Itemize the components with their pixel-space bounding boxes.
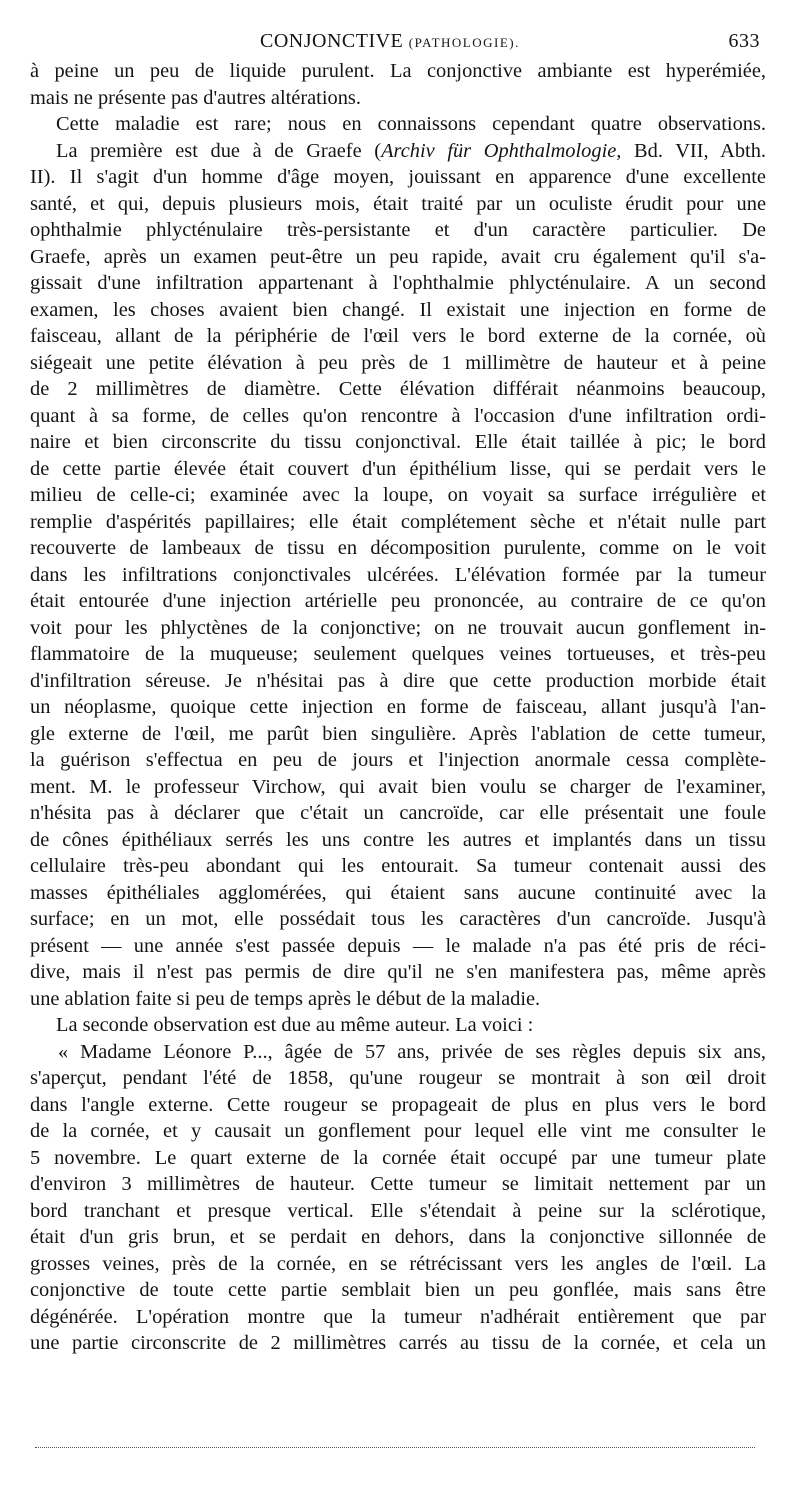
text-line: [30, 827, 766, 854]
text-line: [30, 588, 766, 615]
text-segment: masses épithéliales agglomérées, qui étaient sans aucune continuité avec la: [30, 881, 766, 904]
text-line: [30, 1198, 766, 1225]
text-segment: de 2 millimètres de diamètre. Cette élévation différait néanmoins beaucoup,: [30, 378, 766, 400]
text-segment: n'hésita pas à déclarer que c'était un cancroïde, car elle présentait une foule: [30, 802, 766, 824]
text-segment: cellulaire très-peu abondant qui les entourait. Sa tumeur contenait aussi des: [30, 855, 766, 877]
text-line: [30, 668, 766, 695]
text-segment: conjonctive de toute cette partie semblait bien un peu gonflée, mais sans être: [30, 1279, 766, 1301]
text-line: [30, 217, 766, 244]
text-segment: siégeait une petite élévation à peu près de 1 millimètre de hauteur et à peine: [30, 351, 766, 374]
text-line: [30, 1330, 766, 1357]
text-line: [30, 1012, 766, 1039]
text-segment: milieu de celle-ci; examinée avec la loupe, on voyait sa surface irrégulière et: [30, 484, 766, 506]
text-line: [30, 58, 766, 85]
text-segment: ophthalmie phlycténulaire très-persistante et d'un caractère particulier. De: [30, 219, 766, 241]
text-line: [30, 853, 766, 880]
text-line: [30, 1277, 766, 1304]
text-line: [30, 615, 766, 642]
text-segment: examen, les choses avaient bien changé. Il existait une injection en forme de: [30, 298, 766, 321]
text-line: [30, 350, 766, 377]
text-line: [30, 1039, 766, 1066]
text-segment: bord tranchant et presque vertical. Elle s'étendait à peine sur la sclérotique,: [30, 1199, 766, 1222]
text-segment: recouverte de lambeaux de tissu en décomposition purulente, comme on le voit: [30, 537, 766, 559]
text-segment: Cette maladie est rare; nous en connaissons cependant quatre observations.: [56, 113, 766, 135]
text-line: [30, 482, 766, 509]
text-segment: La première est due à de Graefe (: [56, 139, 382, 162]
text-line: [30, 986, 766, 1013]
text-line: [30, 1092, 766, 1119]
text-line: [30, 1304, 766, 1331]
citation-title: Archiv für Ophthalmologie,: [381, 139, 622, 162]
text-segment: dive, mais il n'est pas permis de dire qu'il ne s'en manifestera pas, même après: [30, 961, 766, 983]
text-segment: voit pour les phlyctènes de la conjonctive; on ne trouvait aucun gonflement in-: [30, 616, 766, 639]
text-line: [30, 164, 766, 191]
text-line: [30, 456, 766, 483]
text-segment: faisceau, allant de la périphérie de l'œil vers le bord externe de la cornée, où: [30, 325, 766, 347]
text-segment: un néoplasme, quoique cette injection en forme de faisceau, allant jusqu'à l'an-: [30, 696, 766, 718]
text-line: [30, 562, 766, 589]
text-line: [30, 111, 766, 138]
text-line: [30, 376, 766, 403]
text-line: [30, 429, 766, 456]
text-segment: remplie d'aspérités papillaires; elle était complétement sèche et n'était nulle part: [30, 510, 766, 533]
text-line: [30, 1171, 766, 1198]
text-line: [30, 880, 766, 907]
text-line: [30, 323, 766, 350]
text-segment: flammatoire de la muqueuse; seulement quelques veines tortueuses, et très-peu: [30, 643, 766, 665]
text-line: [30, 535, 766, 562]
text-segment: ment. M. le professeur Virchow, qui avait bien voulu se charger de l'examiner,: [30, 775, 766, 798]
text-line: [30, 85, 766, 112]
text-line: [30, 694, 766, 721]
text-segment: naire et bien circonscrite du tissu conjonctival. Elle était taillée à pic; le bord: [30, 431, 766, 453]
page-number: 633: [728, 30, 760, 52]
text-segment: Bd. VII, Abth.: [621, 139, 766, 162]
text-line: [30, 1118, 766, 1145]
text-segment: gle externe de l'œil, me parût bien singulière. Après l'ablation de cette tumeur,: [30, 722, 766, 745]
text-line: [30, 747, 766, 774]
text-line: [30, 774, 766, 801]
text-segment: de la cornée, et y causait un gonflement pour lequel elle vint me consulter le: [30, 1120, 766, 1142]
text-line: [30, 721, 766, 748]
text-line: [30, 1145, 766, 1172]
text-segment: santé, et qui, depuis plusieurs mois, était traité par un oculiste érudit pour une: [30, 192, 766, 215]
header-title: [260, 30, 520, 53]
text-segment: dans les infiltrations conjonctivales ulcérées. L'élévation formée par la tumeur: [30, 563, 766, 586]
text-segment: à peine un peu de liquide purulent. La conjonctive ambiante est hyperémiée,: [30, 60, 766, 82]
text-line: [30, 641, 766, 668]
text-line: [30, 191, 766, 218]
text-line: [30, 1251, 766, 1278]
body-text: [30, 58, 766, 1357]
text-segment: II). Il s'agit d'un homme d'âge moyen, jouissant en apparence d'une excellente: [30, 166, 766, 188]
text-segment: présent — une année s'est passée depuis — le malade n'a pas été pris de réci-: [30, 934, 766, 957]
text-segment: grosses veines, près de la cornée, en se rétrécissant vers les angles de l'œil. La: [30, 1252, 766, 1275]
text-segment: était entourée d'une injection artérielle peu prononcée, au contraire de ce qu'on: [30, 590, 766, 612]
text-segment: était d'un gris brun, et se perdait en dehors, dans la conjonctive sillonnée de: [30, 1226, 766, 1248]
text-line: [30, 959, 766, 986]
text-segment: une partie circonscrite de 2 millimètres carrés au tissu de la cornée, et cela un: [30, 1332, 766, 1354]
text-segment: La seconde observation est due au même auteur. La voici :: [56, 1014, 534, 1036]
text-segment: dégénérée. L'opération montre que la tumeur n'adhérait entièrement que par: [30, 1305, 766, 1328]
text-segment: « Madame Léonore P..., âgée de 57 ans, privée de ses règles depuis six ans,: [58, 1040, 766, 1063]
text-segment: 5 novembre. Le quart externe de la cornée était occupé par une tumeur plate: [30, 1146, 766, 1169]
text-line: [30, 800, 766, 827]
text-segment: quant à sa forme, de celles qu'on rencontre à l'occasion d'une infiltration ordi-: [30, 404, 766, 427]
text-line: [30, 138, 766, 165]
text-line: [30, 1224, 766, 1251]
text-line: [30, 933, 766, 960]
header-title-text: CONJONCTIVE: [260, 30, 404, 52]
text-segment: gissait d'une infiltration appartenant à l'ophthalmie phlycténulaire. A un second: [30, 272, 766, 294]
text-segment: mais ne présente pas d'autres altérations.: [30, 86, 361, 109]
header-subtitle: (PATHOLOGIE).: [408, 35, 520, 50]
text-line: [30, 1065, 766, 1092]
text-segment: Graefe, après un examen peut-être un peu rapide, avait cru également qu'il s'a-: [30, 245, 766, 268]
text-segment: s'aperçut, pendant l'été de 1858, qu'une rougeur se montrait à son œil droit: [30, 1067, 766, 1089]
text-line: [30, 906, 766, 933]
running-header: [50, 30, 760, 58]
text-segment: d'infiltration séreuse. Je n'hésitai pas à dire que cette production morbide était: [30, 669, 766, 692]
footer-dotted-rule: [35, 1447, 755, 1448]
text-segment: de cette partie élevée était couvert d'un épithélium lisse, qui se perdait vers le: [30, 457, 766, 480]
text-segment: une ablation faite si peu de temps après le début de la maladie.: [30, 987, 541, 1010]
text-segment: surface; en un mot, elle possédait tous les caractères d'un cancroïde. Jusqu'à: [30, 908, 766, 930]
text-segment: la guérison s'effectua en peu de jours et l'injection anormale cessa complète-: [30, 749, 766, 771]
text-segment: dans l'angle externe. Cette rougeur se propageait de plus en plus vers le bord: [30, 1093, 766, 1116]
text-line: [30, 270, 766, 297]
text-line: [30, 297, 766, 324]
text-line: [30, 244, 766, 271]
text-line: [30, 403, 766, 430]
text-segment: de cônes épithéliaux serrés les uns contre les autres et implantés dans un tissu: [30, 828, 766, 851]
text-line: [30, 509, 766, 536]
text-segment: d'environ 3 millimètres de hauteur. Cette tumeur se limitait nettement par un: [30, 1173, 766, 1195]
